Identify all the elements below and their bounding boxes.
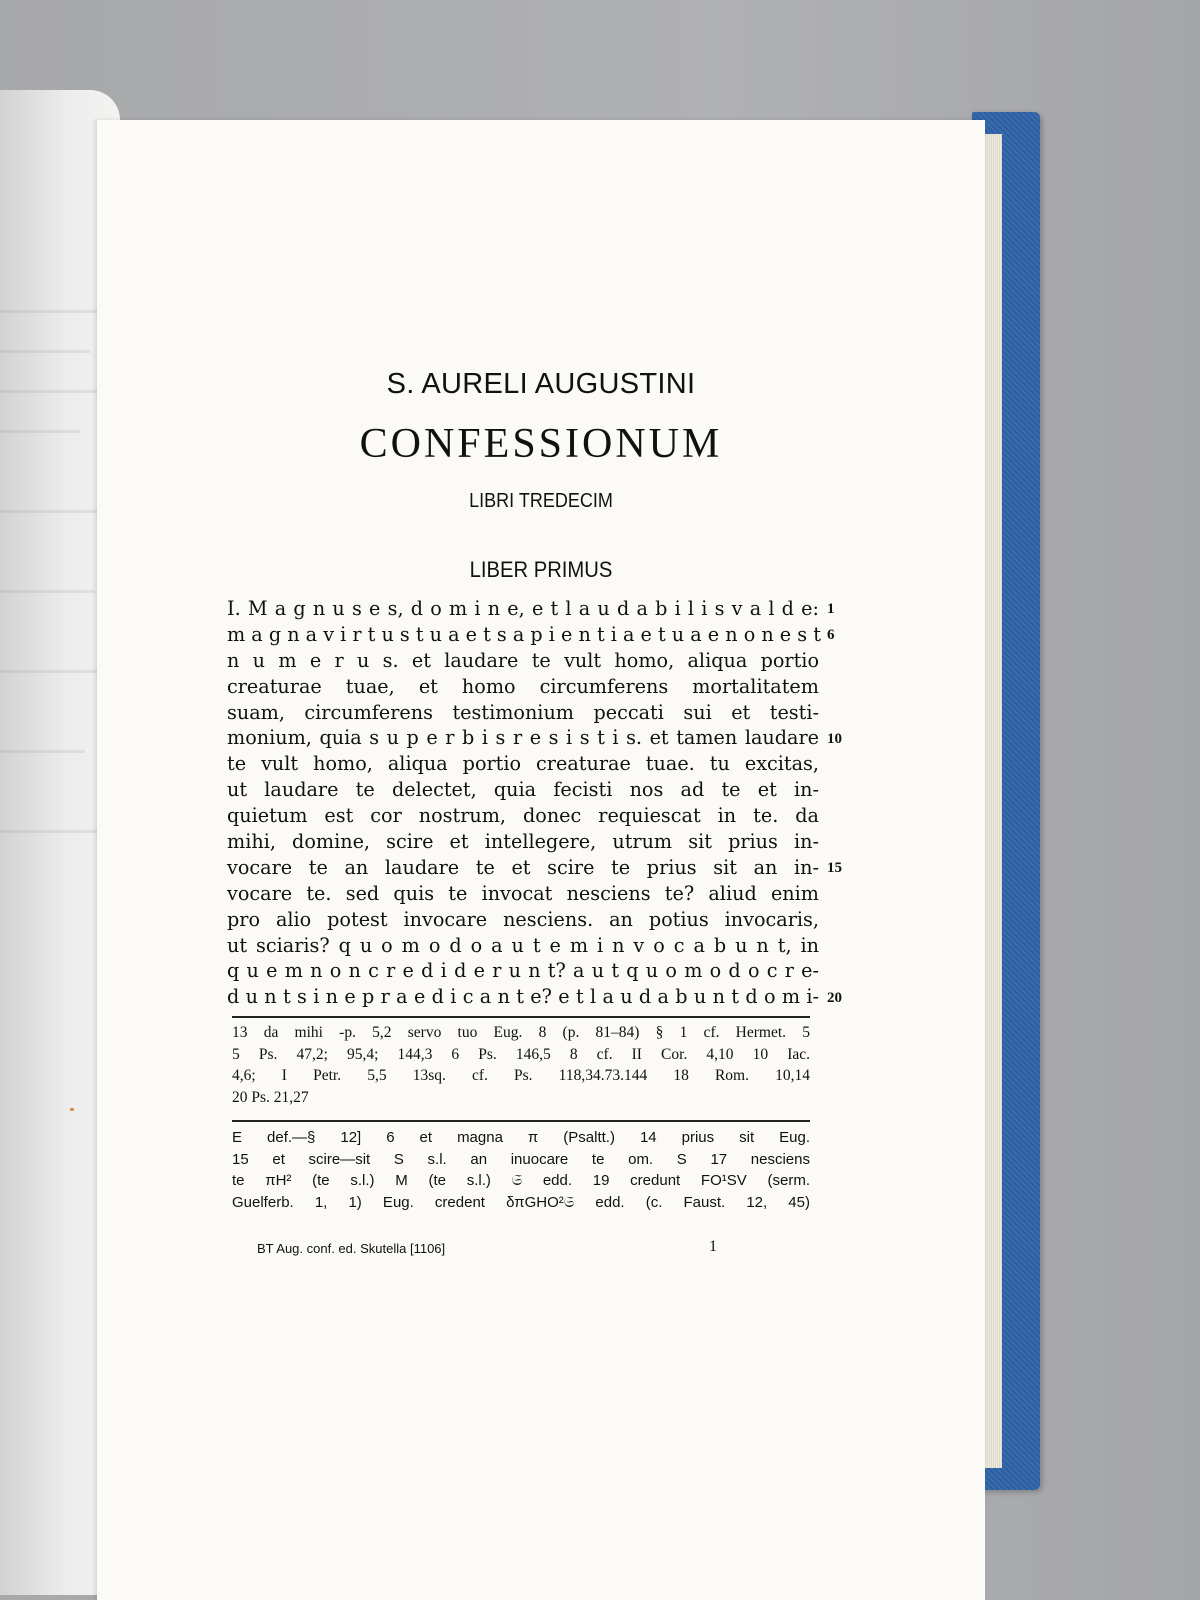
text-line: pro alio potest invocare nesciens. an potius invocaris,	[227, 907, 819, 931]
text-line: d u n t s i n e p r a e d i c a n t e? e t l a u d a b u n t d o m i-	[227, 985, 819, 1009]
main-text	[227, 596, 819, 1010]
note-line: 15 et scire—sit S s.l. an inuocare te om. S 17 nesciens	[232, 1150, 810, 1168]
text-line: mihi, domine, scire et intellegere, utrum sit prius in-	[227, 830, 819, 854]
line-number: 10	[827, 730, 842, 747]
note-line: 5 Ps. 47,2; 95,4; 144,3 6 Ps. 146,5 8 cf. II Cor. 4,10 10 Iac.	[232, 1045, 810, 1063]
apparatus-rule	[232, 1120, 810, 1122]
line-number: 1	[827, 601, 835, 617]
testimonia-rule	[232, 1016, 810, 1018]
text-line: suam, circumferens testimonium peccati sui et testi-	[227, 700, 819, 724]
text-line: vocare te. sed quis te invocat nesciens te? aliud enim	[227, 881, 819, 905]
text-line: vocare te an laudare te et scire te prius sit an in-	[227, 855, 819, 879]
paper-speck	[70, 1108, 74, 1111]
note-line: 4,6; I Petr. 5,5 13sq. cf. Ps. 118,34.73.144 18 Rom. 10,14	[232, 1067, 810, 1084]
book-page	[97, 120, 985, 1600]
text-line: quietum est cor nostrum, donec requiescat in te. da	[227, 804, 819, 828]
text-line: I. M a g n u s e s, d o m i n e, e t l a u d a b i l i s v a l d e:	[227, 597, 819, 620]
signature-number: 1	[709, 1238, 717, 1255]
work-subtitle: LIBRI TREDECIM	[469, 490, 613, 512]
note-line: te πH² (te s.l.) M (te s.l.) 𝔖 edd. 19 credunt FO¹SV (serm.	[232, 1172, 810, 1189]
note-line: 20 Ps. 21,27	[232, 1088, 309, 1106]
author-heading: S. AURELI AUGUSTINI	[386, 368, 696, 400]
note-line: 13 da mihi -p. 5,2 servo tuo Eug. 8 (p. 81–84) § 1 cf. Hermet. 5	[232, 1024, 810, 1041]
text-line: monium, quia s u p e r b i s r e s i s t i s. et tamen laudare	[227, 726, 819, 750]
text-line: ut sciaris? q u o m o d o a u t e m i n v o c a b u n t, in	[227, 933, 819, 957]
text-line: te vult homo, aliqua portio creaturae tuae. tu excitas,	[227, 752, 819, 776]
text-line: creaturae tuae, et homo circumferens mortalitatem	[227, 674, 819, 698]
text-line: n u m e r u s. et laudare te vult homo, aliqua portio	[227, 648, 819, 672]
testimonia-apparatus	[232, 1022, 810, 1108]
line-number: 15	[827, 860, 842, 876]
book-heading: LIBER PRIMUS	[469, 557, 613, 582]
printer-signature: BT Aug. conf. ed. Skutella [1106]	[257, 1241, 446, 1256]
text-line: ut laudare te delectet, quia fecisti nos ad te et in-	[227, 778, 819, 802]
note-line: E def.—§ 12] 6 et magna π (Psaltt.) 14 prius sit Eug.	[232, 1129, 810, 1146]
note-line: Guelferb. 1, 1) Eug. credent δπGHO²𝔖 edd. (c. Faust. 12, 45)	[232, 1193, 810, 1211]
work-title: CONFESSIONUM	[359, 421, 723, 467]
line-number: 6	[827, 626, 835, 643]
critical-apparatus	[232, 1127, 810, 1213]
line-number: 20	[827, 989, 842, 1006]
text-line: q u e m n o n c r e d i d e r u n t? a u t q u o m o d o c r e-	[227, 959, 819, 983]
text-line: m a g n a v i r t u s t u a e t s a p i e n t i a e t u a e n o n e s t	[227, 622, 821, 646]
